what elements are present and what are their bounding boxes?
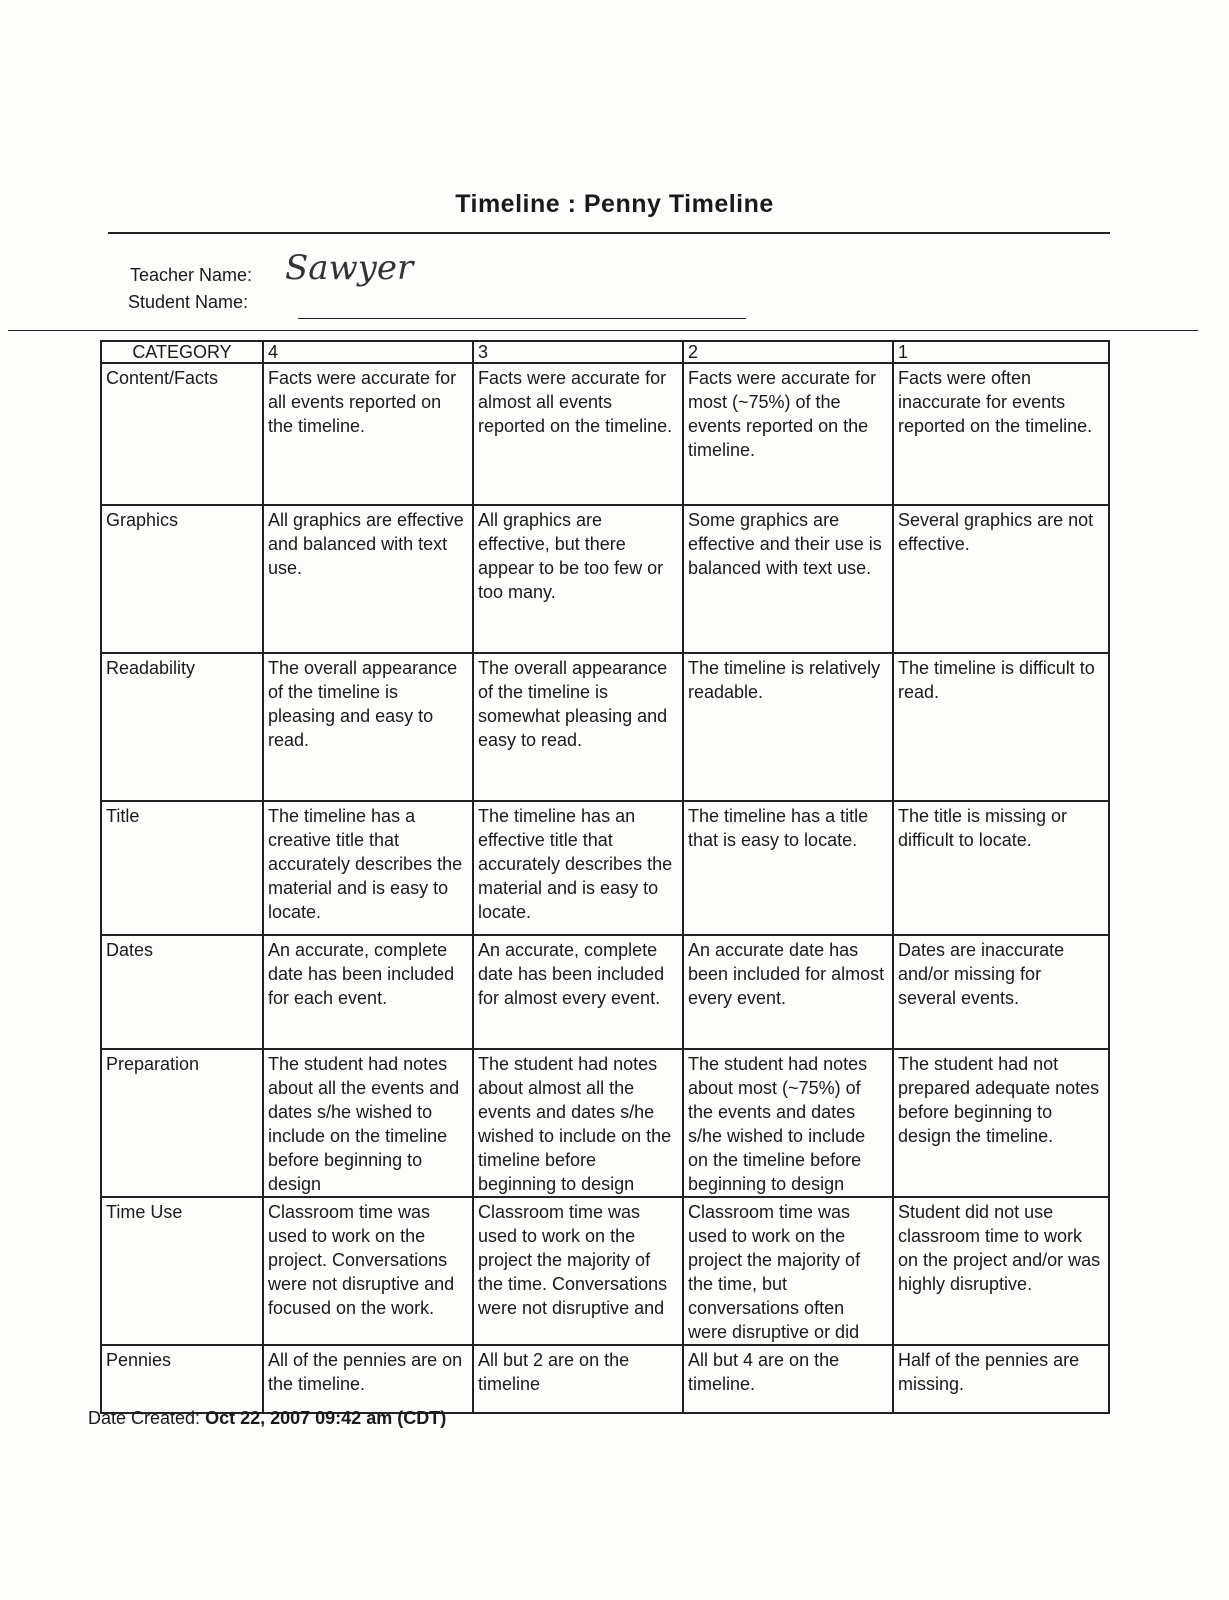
score-1-cell-text: Facts were often inaccurate for events reported on the timeline. (898, 368, 1093, 436)
score-2-cell (683, 801, 893, 935)
score-1-cell (893, 1049, 1109, 1197)
table-row (101, 1345, 1109, 1413)
header-score-2: 2 (683, 341, 893, 363)
score-3-cell (473, 1049, 683, 1197)
table-row (101, 1197, 1109, 1345)
score-3-cell-text: All but 2 are on the timeline (478, 1350, 630, 1394)
score-3-cell (473, 653, 683, 801)
teacher-name-label: Teacher Name: (130, 265, 253, 285)
score-1-cell-text: Several graphics are not effective. (898, 510, 1094, 554)
table-row (101, 935, 1109, 1049)
score-2-cell-text: The student had notes about most (~75%) of the events and dates s/he wished to include on the timeline before beginning to design (688, 1054, 868, 1194)
date-created (88, 1408, 446, 1429)
score-3-cell-text: An accurate, complete date has been included for almost every event. (478, 940, 665, 1008)
score-4-cell (263, 653, 473, 801)
table-row (101, 1049, 1109, 1197)
date-created-value: Oct 22, 2007 09:42 am (CDT) (205, 1408, 447, 1428)
category-cell-text: Time Use (106, 1202, 183, 1222)
score-1-cell-text: Student did not use classroom time to work on the project and/or was highly disruptive. (898, 1202, 1101, 1294)
header-category: CATEGORY (101, 341, 263, 363)
rubric-table (100, 340, 1110, 1414)
score-3-cell (473, 1197, 683, 1345)
score-4-cell (263, 363, 473, 505)
score-2-cell (683, 505, 893, 653)
category-cell-text: Preparation (106, 1054, 200, 1074)
category-cell-text: Readability (106, 658, 196, 678)
score-1-cell (893, 1345, 1109, 1413)
score-2-cell-text: An accurate date has been included for almost every event. (688, 940, 885, 1008)
teacher-name-value: Sawyer (285, 248, 414, 288)
score-3-cell-text: All graphics are effective, but there appear to be too few or too many. (478, 510, 664, 602)
score-1-cell-text: The student had not prepared adequate notes before beginning to design the timeline. (898, 1054, 1100, 1146)
score-2-cell-text: Classroom time was used to work on the project the majority of the time, but conversations often were disruptive or did (688, 1202, 861, 1342)
score-3-cell (473, 1345, 683, 1413)
category-cell (101, 935, 263, 1049)
score-4-cell-text: All graphics are effective and balanced with text use. (268, 510, 464, 578)
score-2-cell-text: The timeline has a title that is easy to locate. (688, 806, 869, 850)
score-3-cell-text: The student had notes about almost all the events and dates s/he wished to include on the timeline before beginning to design (478, 1054, 672, 1194)
score-3-cell-text: The overall appearance of the timeline is somewhat pleasing and easy to read. (478, 658, 668, 750)
date-created-label: Date Created: (88, 1408, 201, 1428)
score-3-cell (473, 363, 683, 505)
score-1-cell (893, 935, 1109, 1049)
score-2-cell (683, 1197, 893, 1345)
score-4-cell-text: The timeline has a creative title that accurately describes the material and is easy to locate. (268, 806, 463, 922)
category-cell (101, 363, 263, 505)
score-1-cell-text: The timeline is difficult to read. (898, 658, 1095, 702)
header-score-4: 4 (263, 341, 473, 363)
score-4-cell (263, 1049, 473, 1197)
score-1-cell-text: The title is missing or difficult to locate. (898, 806, 1068, 850)
category-cell (101, 1049, 263, 1197)
score-4-cell (263, 1345, 473, 1413)
category-cell (101, 653, 263, 801)
score-4-cell-text: The student had notes about all the events and dates s/he wished to include on the timeline before beginning to design (268, 1054, 460, 1194)
score-3-cell (473, 801, 683, 935)
table-header-row (101, 341, 1109, 363)
score-1-cell (893, 801, 1109, 935)
category-cell (101, 505, 263, 653)
score-4-cell-text: Classroom time was used to work on the project. Conversations were not disruptive and focused on the work. (268, 1202, 455, 1318)
score-2-cell (683, 363, 893, 505)
score-3-cell-text: Facts were accurate for almost all events reported on the timeline. (478, 368, 673, 436)
score-2-cell-text: Facts were accurate for most (~75%) of the events reported on the timeline. (688, 368, 877, 460)
score-4-cell (263, 935, 473, 1049)
table-row (101, 653, 1109, 801)
score-4-cell-text: An accurate, complete date has been included for each event. (268, 940, 455, 1008)
header-score-3: 3 (473, 341, 683, 363)
score-3-cell-text: The timeline has an effective title that accurately describes the material and is easy to locate. (478, 806, 673, 922)
score-1-cell-text: Half of the pennies are missing. (898, 1350, 1080, 1394)
title-divider (108, 232, 1110, 234)
score-4-cell (263, 801, 473, 935)
category-cell-text: Title (106, 806, 140, 826)
score-4-cell-text: All of the pennies are on the timeline. (268, 1350, 463, 1394)
score-1-cell (893, 363, 1109, 505)
score-4-cell-text: The overall appearance of the timeline is pleasing and easy to read. (268, 658, 458, 750)
score-2-cell (683, 653, 893, 801)
score-1-cell-text: Dates are inaccurate and/or missing for several events. (898, 940, 1065, 1008)
header-score-1: 1 (893, 341, 1109, 363)
score-1-cell (893, 1197, 1109, 1345)
category-cell-text: Pennies (106, 1350, 172, 1370)
category-cell (101, 801, 263, 935)
score-4-cell-text: Facts were accurate for all events reported on the timeline. (268, 368, 457, 436)
table-row (101, 363, 1109, 505)
page-divider (8, 330, 1198, 331)
score-2-cell (683, 935, 893, 1049)
score-4-cell (263, 505, 473, 653)
score-4-cell (263, 1197, 473, 1345)
score-2-cell-text: The timeline is relatively readable. (688, 658, 881, 702)
score-3-cell-text: Classroom time was used to work on the project the majority of the time. Conversations were not disruptive and (478, 1202, 668, 1318)
score-1-cell (893, 505, 1109, 653)
score-3-cell (473, 505, 683, 653)
page-title: Timeline : Penny Timeline (455, 190, 774, 218)
score-3-cell (473, 935, 683, 1049)
score-2-cell-text: All but 4 are on the timeline. (688, 1350, 840, 1394)
score-2-cell-text: Some graphics are effective and their use is balanced with text use. (688, 510, 882, 578)
student-name-line (298, 318, 746, 319)
category-cell (101, 1345, 263, 1413)
table-row (101, 505, 1109, 653)
table-row (101, 801, 1109, 935)
category-cell-text: Dates (106, 940, 154, 960)
score-2-cell (683, 1345, 893, 1413)
student-name-label: Student Name: (128, 292, 249, 312)
category-cell-text: Content/Facts (106, 368, 219, 388)
score-1-cell (893, 653, 1109, 801)
category-cell (101, 1197, 263, 1345)
category-cell-text: Graphics (106, 510, 179, 530)
score-2-cell (683, 1049, 893, 1197)
